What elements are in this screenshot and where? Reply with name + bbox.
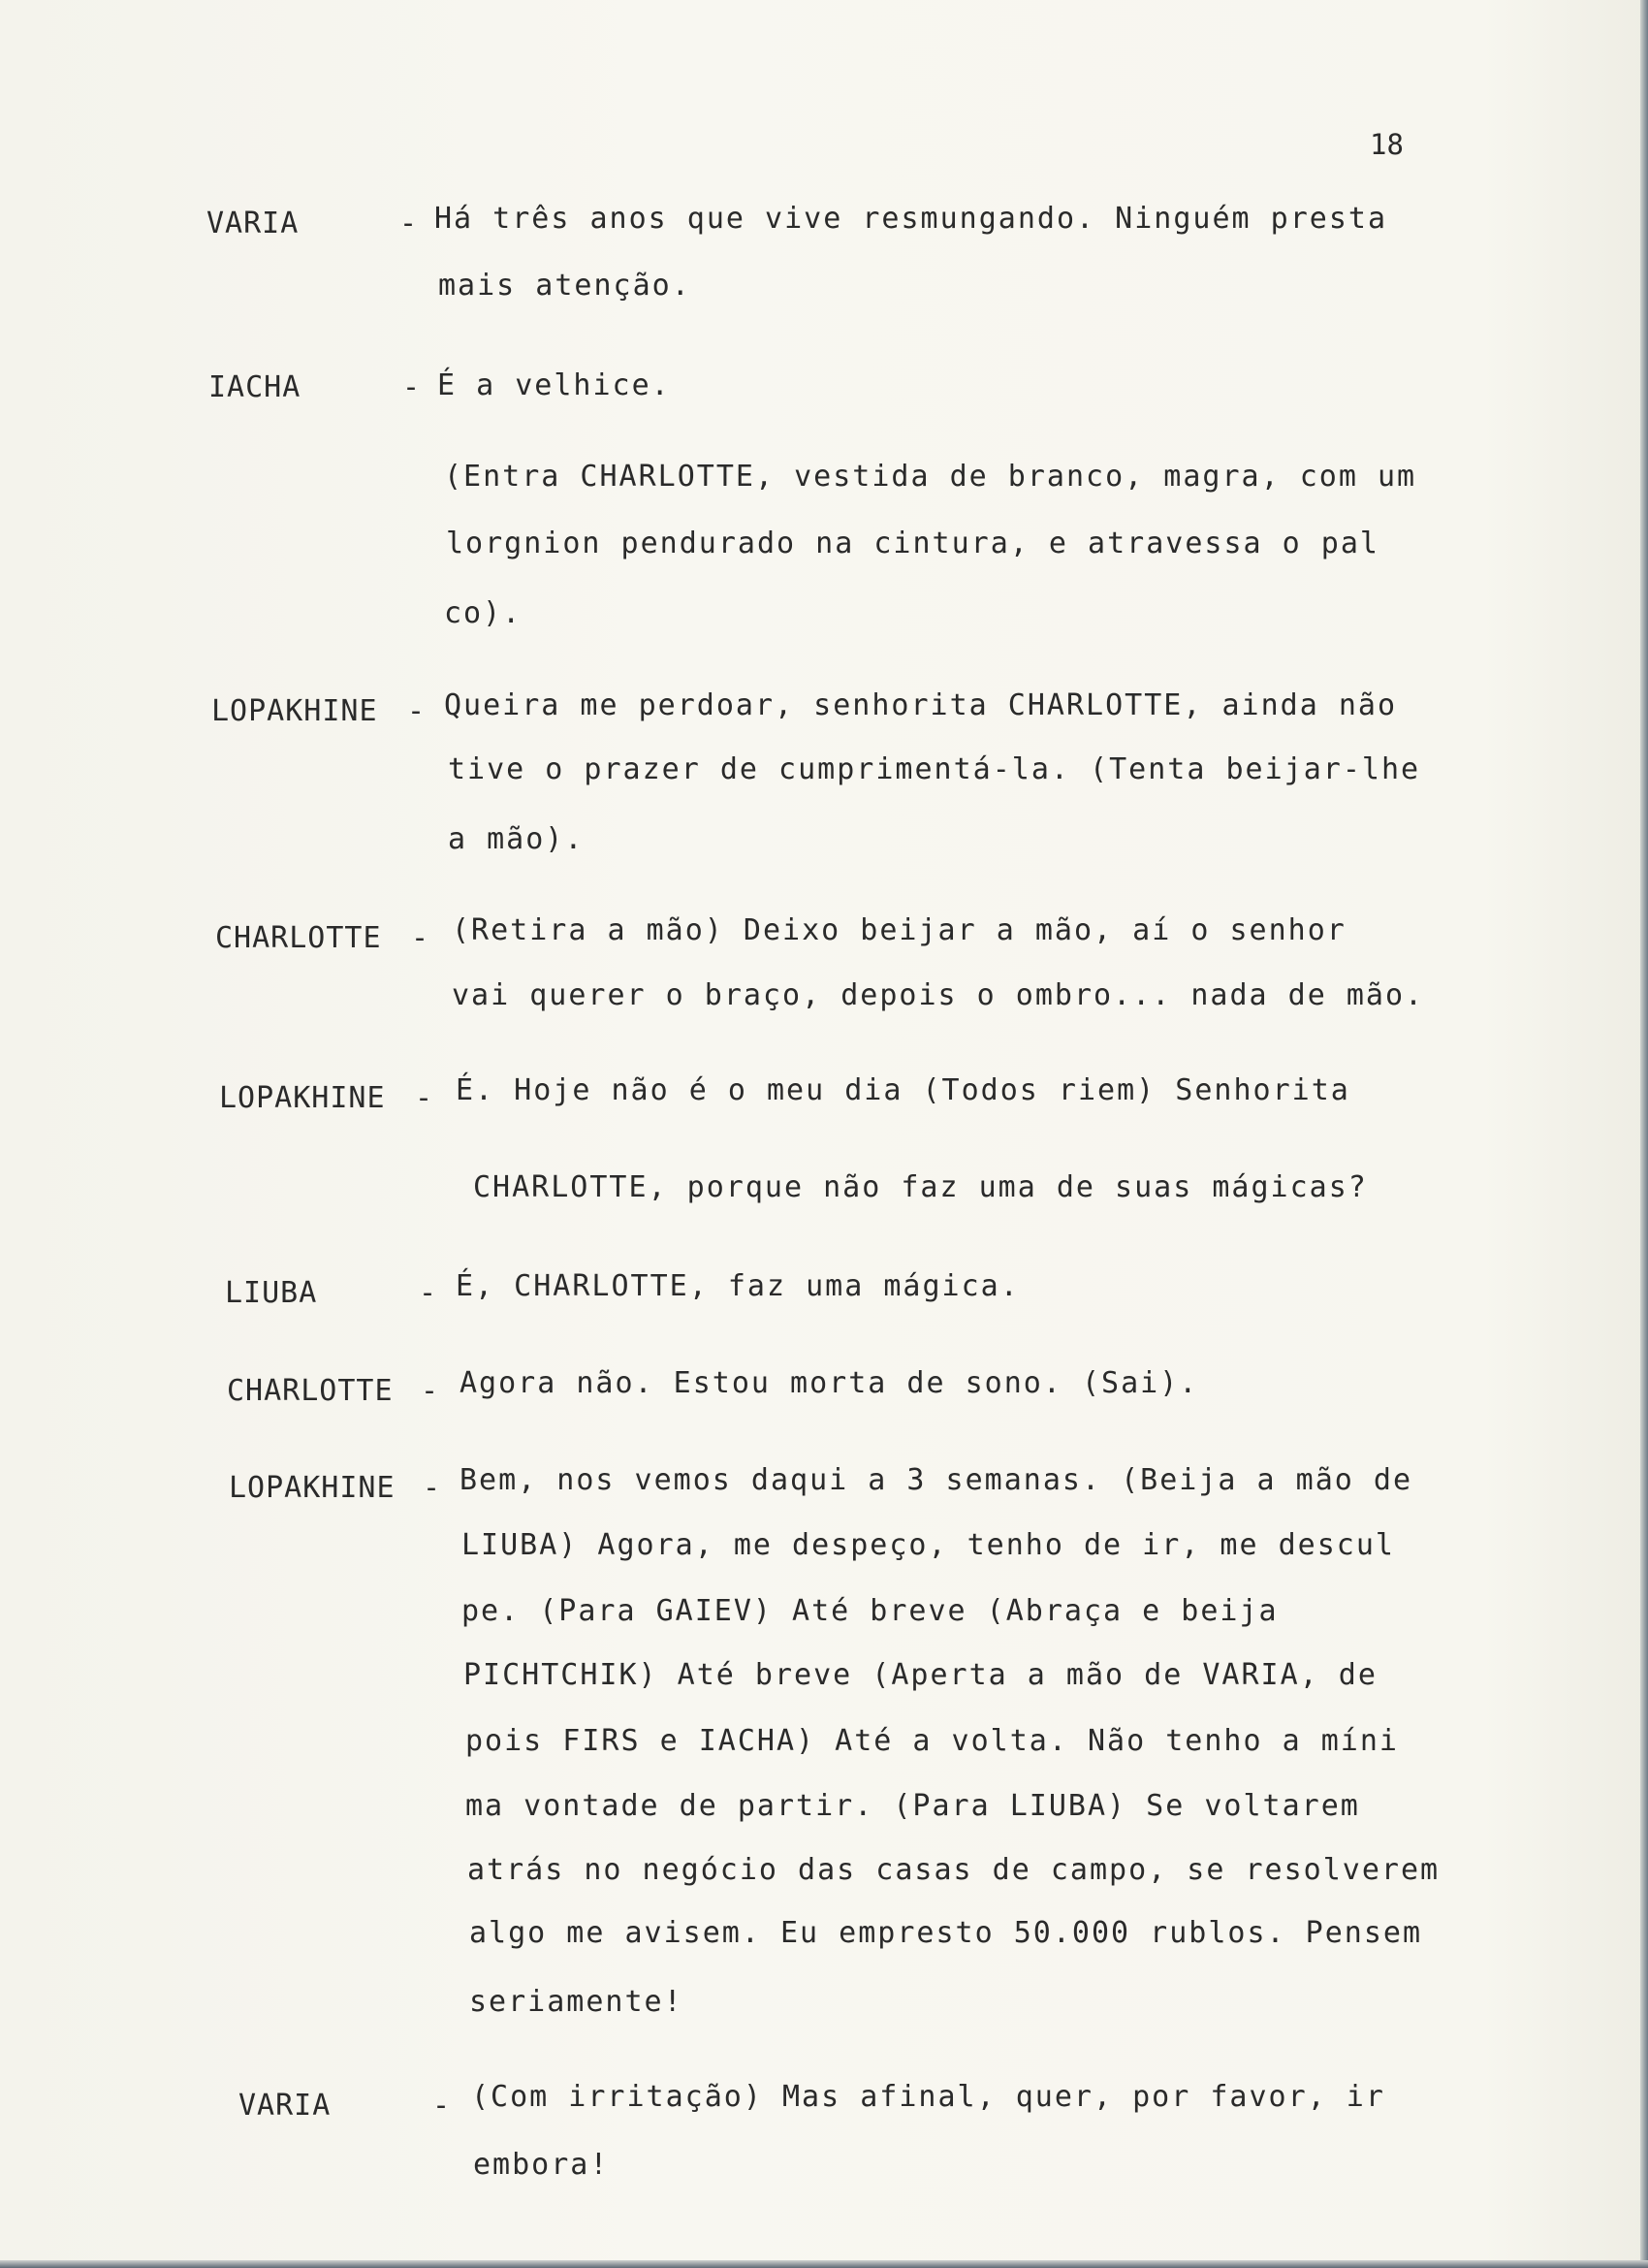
dialogue-line: Há três anos que vive resmungando. Ninguém presta (434, 202, 1388, 236)
dialogue-line: tive o prazer de cumprimentá-la. (Tenta beijar-lhe (448, 752, 1421, 786)
dialogue-line: É a velhice. (437, 368, 671, 402)
dialogue-line: Queira me perdoar, senhorita CHARLOTTE, ainda não (444, 688, 1398, 722)
dialogue-line: É, CHARLOTTE, faz uma mágica. (456, 1269, 1020, 1303)
dialogue-line: PICHTCHIK) Até breve (Aperta a mão de VARIA, de (463, 1658, 1378, 1692)
page-edge-bottom (0, 2260, 1648, 2268)
stage-direction-line: (Entra CHARLOTTE, vestida de branco, magra, com um (444, 460, 1417, 494)
speaker-name: LIUBA (225, 1276, 318, 1310)
dash: - (399, 207, 418, 240)
dialogue-line: (Retira a mão) Deixo beijar a mão, aí o senhor (452, 913, 1347, 947)
stage-direction-line: lorgnion pendurado na cintura, e atravessa o pal (446, 527, 1379, 560)
speaker-name: LOPAKHINE (229, 1471, 396, 1505)
dash: - (432, 2089, 451, 2123)
dialogue-line: CHARLOTTE, porque não faz uma de suas mágicas? (473, 1170, 1368, 1204)
dialogue-line: (Com irritação) Mas afinal, quer, por favor, ir (471, 2080, 1385, 2114)
speaker-name: LOPAKHINE (219, 1081, 386, 1115)
stage-direction-line: co). (444, 596, 523, 630)
dialogue-line: algo me avisem. Eu empresto 50.000 rublos. Pensem (469, 1916, 1423, 1950)
dialogue-line: ma vontade de partir. (Para LIUBA) Se voltarem (465, 1789, 1360, 1823)
speaker-name: VARIA (206, 207, 300, 240)
dialogue-line: Bem, nos vemos daqui a 3 semanas. (Beija a mão de (460, 1463, 1413, 1497)
dialogue-line: pe. (Para GAIEV) Até breve (Abraça e beija (461, 1594, 1279, 1628)
speaker-name: LOPAKHINE (211, 694, 378, 728)
dash: - (402, 370, 421, 404)
dialogue-line: atrás no negócio das casas de campo, se resolverem (467, 1853, 1441, 1887)
dialogue-line: seriamente! (469, 1985, 683, 2019)
dialogue-line: embora! (473, 2148, 610, 2182)
speaker-name: VARIA (238, 2089, 332, 2123)
dash: - (423, 1471, 441, 1505)
speaker-name: CHARLOTTE (215, 921, 382, 955)
dialogue-line: É. Hoje não é o meu dia (Todos riem) Senhorita (456, 1073, 1350, 1107)
speaker-name: CHARLOTTE (227, 1374, 394, 1408)
page-edge-right (1640, 0, 1648, 2268)
speaker-name: IACHA (208, 370, 301, 404)
dialogue-line: vai querer o braço, depois o ombro... nada de mão. (452, 978, 1425, 1012)
dialogue-line: pois FIRS e IACHA) Até a volta. Não tenho a míni (465, 1724, 1399, 1758)
dash: - (419, 1276, 437, 1310)
dialogue-line: LIUBA) Agora, me despeço, tenho de ir, me descul (461, 1528, 1395, 1562)
dialogue-line: Agora não. Estou morta de sono. (Sai). (460, 1366, 1199, 1400)
dialogue-line: mais atenção. (438, 269, 691, 303)
dialogue-line: a mão). (448, 822, 585, 856)
dash: - (415, 1081, 433, 1115)
dash: - (421, 1374, 439, 1408)
dash: - (407, 694, 426, 728)
page-number: 18 (1370, 128, 1404, 161)
dash: - (411, 921, 429, 955)
